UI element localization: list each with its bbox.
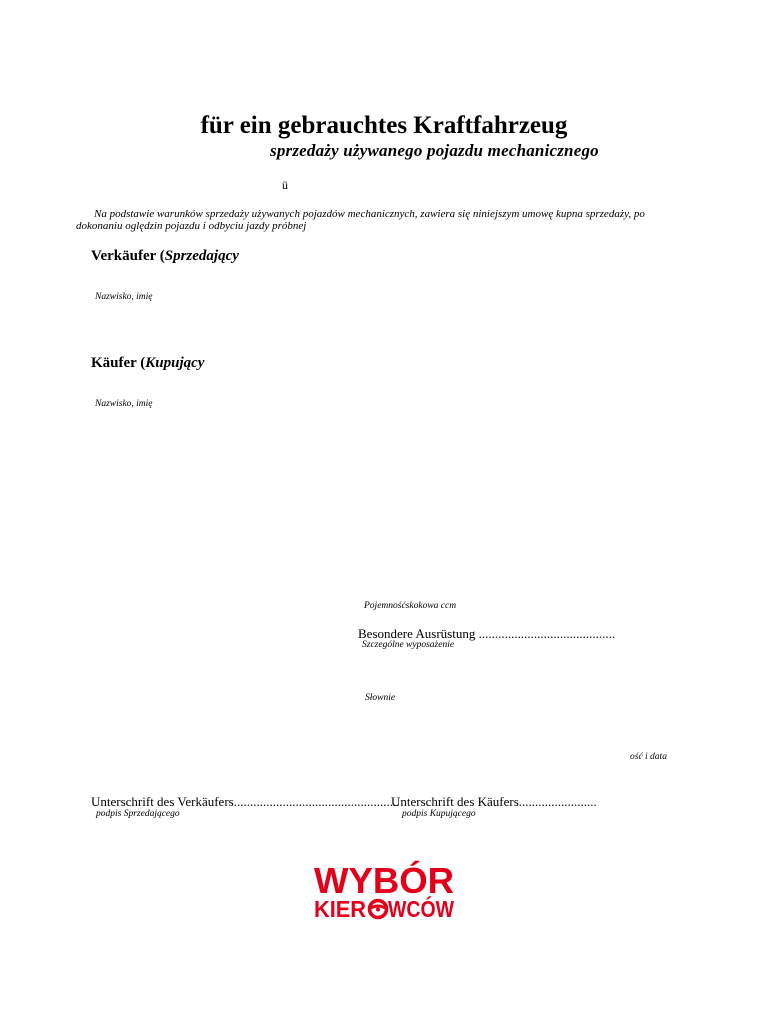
logo-line1: WYBÓR bbox=[314, 860, 452, 901]
wybor-kierowcow-logo bbox=[312, 860, 466, 922]
seller-signature-dots: ................................................... bbox=[233, 794, 400, 809]
seller-label-de: Verkäufer ( bbox=[91, 248, 165, 264]
seller-heading bbox=[91, 248, 239, 265]
document-title: für ein gebrauchtes Kraftfahrzeug bbox=[200, 112, 568, 139]
equipment-label: Besondere Ausrüstung bbox=[358, 626, 476, 641]
buyer-label-pl: Kupujący bbox=[145, 355, 205, 371]
equipment-dots: .......................................... bbox=[478, 626, 616, 641]
in-words-caption: Słownie bbox=[365, 693, 396, 703]
buyer-signature-dots: ........................ bbox=[518, 794, 597, 809]
buyer-signature-line bbox=[391, 794, 597, 810]
logo-line2-left: KIER bbox=[314, 896, 367, 922]
buyer-signature-label: Unterschrift des Käufers bbox=[391, 794, 519, 809]
document-subtitle: sprzedaży używanego pojazdu mechanicznego bbox=[270, 141, 599, 160]
intro-paragraph: Na podstawie warunków sprzedaży używanych pojazdów mechanicznych, zawiera się niniejszym umowę kupna sprzedaży, po dokonaniu oględzin pojazdu i odbyciu jazdy próbnej bbox=[76, 208, 645, 232]
buyer-label-de: Käufer ( bbox=[91, 355, 146, 371]
engine-capacity-caption: Pojemnośćskokowa ccm bbox=[364, 601, 457, 611]
equipment-caption: Szczególne wyposażenie bbox=[362, 640, 455, 650]
logo-line2-right: WCÓW bbox=[388, 896, 466, 922]
stray-character: ü bbox=[282, 178, 288, 192]
steering-wheel-icon bbox=[370, 901, 387, 918]
seller-signature-caption: podpis Sprzedającego bbox=[96, 809, 180, 819]
seller-signature-label: Unterschrift des Verkäufers bbox=[91, 794, 234, 809]
seller-signature-line bbox=[91, 794, 399, 810]
buyer-heading bbox=[91, 355, 204, 372]
seller-label-pl: Sprzedający bbox=[164, 248, 239, 264]
buyer-signature-caption: podpis Kupującego bbox=[402, 809, 476, 819]
buyer-name-caption: Nazwisko, imię bbox=[95, 399, 153, 409]
place-date-caption: ość i data bbox=[630, 752, 667, 762]
seller-name-caption: Nazwisko, imię bbox=[95, 292, 153, 302]
